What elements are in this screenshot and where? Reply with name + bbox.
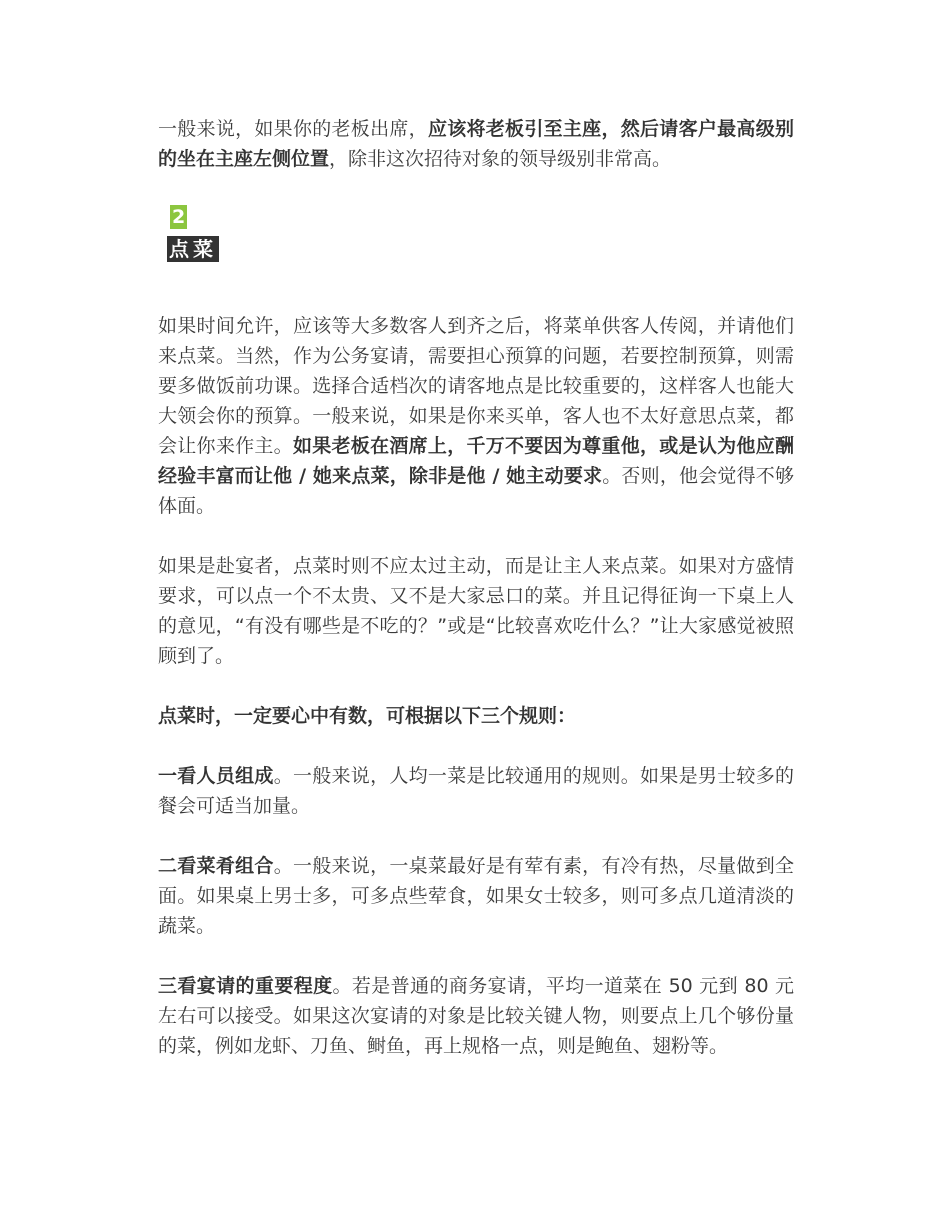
section-number: 2	[172, 206, 186, 228]
rule-2-text: 。一般来说，一桌菜最好是有荤有素，有冷有热，尽量做到全面。如果桌上男士多，可多点些荤食，如果女士较多，则可多点几道清淡的蔬菜。	[158, 855, 794, 937]
guest-text-1: 如果是赴宴者，点菜时则不应太过主动，而是让主人来点菜。如果对方盛情要求，可以点一个不太贵、又不是大家忌口的菜。并且记得征询一下桌上人的意见，“有没有哪些是不吃的？”或是“比较喜欢吃什么？”让大家感觉被照顾到了。	[158, 555, 794, 667]
rules-intro-paragraph	[158, 701, 794, 731]
intro-text-1: 一般来说，如果你的老板出席，	[158, 118, 428, 140]
rule-2-paragraph	[158, 851, 794, 941]
ordering-bold-1: 如果老板在酒席上，千万不要因为尊重他，或是认为他应酬经验丰富而让他 / 她来点菜，除非是他 / 她主动要求	[158, 435, 794, 487]
section-title: 点菜	[169, 237, 217, 261]
ordering-text-2: 。否则，他会觉得不够体面。	[158, 465, 794, 517]
ordering-paragraph	[158, 311, 794, 521]
article-body	[158, 114, 794, 1061]
intro-paragraph	[158, 114, 794, 174]
ordering-text-1: 如果时间允许，应该等大多数客人到齐之后，将菜单供客人传阅，并请他们来点菜。当然，作为公务宴请，需要担心预算的问题，若要控制预算，则需要多做饭前功课。选择合适档次的请客地点是比较重要的，这样客人也能大大领会你的预算。一般来说，如果是你来买单，客人也不太好意思点菜，都会让你来作主。	[158, 315, 794, 457]
section-title-badge	[167, 234, 794, 264]
intro-bold-1: 应该将老板引至主座，然后请客户最高级别的坐在主座左侧位置	[158, 118, 794, 170]
rule-3-heading: 三看宴请的重要程度	[158, 975, 333, 997]
rule-1-text: 。一般来说，人均一菜是比较通用的规则。如果是男士较多的餐会可适当加量。	[158, 765, 794, 817]
rule-1-paragraph	[158, 761, 794, 821]
spacer	[158, 671, 794, 701]
spacer	[158, 264, 794, 311]
spacer	[158, 941, 794, 971]
spacer	[158, 821, 794, 851]
rule-1-heading: 一看人员组成	[158, 765, 274, 787]
rule-2-heading: 二看菜肴组合	[158, 855, 274, 877]
intro-text-2: ，除非这次招待对象的领导级别非常高。	[329, 148, 672, 170]
rules-intro-bold: 点菜时，一定要心中有数，可根据以下三个规则：	[158, 705, 577, 727]
spacer	[158, 521, 794, 551]
section-number-badge	[170, 202, 794, 232]
rule-3-paragraph	[158, 971, 794, 1061]
spacer	[158, 731, 794, 761]
guest-paragraph	[158, 551, 794, 671]
rule-3-text: 。若是普通的商务宴请，平均一道菜在 50 元到 80 元左右可以接受。如果这次宴请的对象是比较关键人物，则要点上几个够份量的菜，例如龙虾、刀鱼、鲥鱼，再上规格一点，则是鲍鱼、翅粉等。	[158, 975, 794, 1057]
